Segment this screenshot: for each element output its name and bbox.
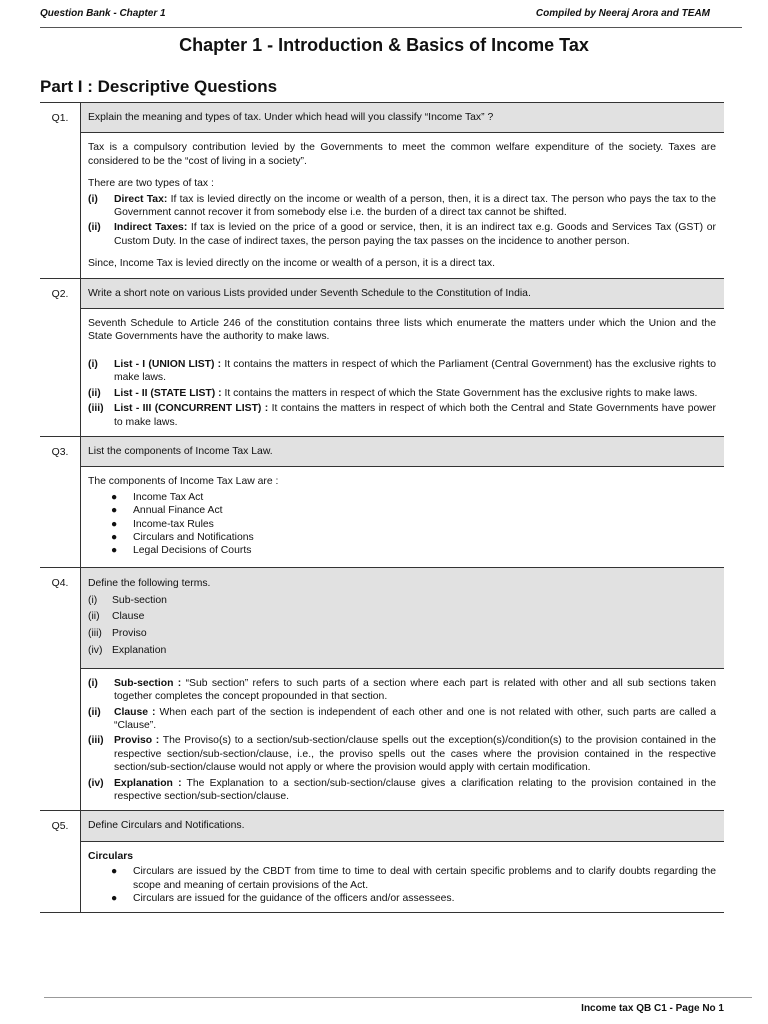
item-text: It contains the matters in respect of which the State Government has the exclusive rights to make laws. [221, 387, 698, 399]
list-item [88, 706, 716, 733]
question-number: Q4. [40, 567, 81, 811]
item-number: (ii) [88, 222, 101, 234]
item-number: (iv) [88, 777, 104, 789]
answer-paragraph: The components of Income Tax Law are : [88, 476, 279, 488]
bullet-item [111, 491, 716, 504]
question-number: Q5. [40, 811, 81, 913]
answer-cell [81, 841, 725, 913]
term-name: Proviso [112, 628, 147, 640]
part-heading: Part I : Descriptive Questions [40, 77, 278, 96]
item-number: (ii) [88, 706, 101, 718]
question-text: Write a short note on various Lists provided under Seventh Schedule to the Constitution of India. [81, 278, 725, 308]
running-header-right: Compiled by Neeraj Arora and TEAM [535, 8, 710, 19]
item-term: Clause : [114, 706, 156, 718]
list-item [88, 221, 716, 248]
question-text: List the components of Income Tax Law. [81, 436, 725, 466]
answer-row [40, 309, 724, 437]
answer-paragraph: Since, Income Tax is levied directly on the income or wealth of a person, it is a direct tax. [88, 258, 495, 270]
bullet-item [111, 504, 716, 517]
item-term: Explanation : [114, 777, 182, 789]
bullet-text: Legal Decisions of Courts [133, 545, 252, 557]
footer-divider [44, 997, 752, 998]
list-item [88, 193, 716, 220]
answer-row [40, 668, 724, 811]
term-name: Clause [112, 611, 145, 623]
item-term: Indirect Taxes: [114, 222, 188, 234]
question-row [40, 103, 724, 133]
bullet-icon: ● [111, 531, 118, 543]
list-item [88, 358, 716, 385]
item-number: (i) [88, 677, 98, 689]
item-term: Sub-section : [114, 677, 182, 689]
item-text: It contains the matters in respect of which both the Central and State Governments have power to make laws. [114, 403, 717, 428]
bullet-icon: ● [111, 518, 118, 530]
item-number: (i) [88, 358, 98, 370]
answer-paragraph: There are two types of tax : [88, 178, 214, 190]
bullet-item [111, 865, 716, 892]
bullet-list [88, 865, 716, 905]
bullet-text: Income Tax Act [133, 491, 204, 503]
item-text: When each part of the section is independent of each other and one is not related with other, such parts are called a “Clause”. [114, 706, 716, 731]
item-term: List - I (UNION LIST) : [114, 358, 222, 370]
bullet-icon: ● [111, 893, 118, 905]
list-item [88, 402, 716, 429]
item-text: It contains the matters in respect of which the Parliament (Central Government) has the exclusive rights to make laws. [114, 358, 716, 384]
bullet-icon: ● [111, 491, 118, 503]
question-number: Q2. [40, 278, 81, 436]
item-term: List - III (CONCURRENT LIST) : [114, 403, 269, 415]
answer-cell [81, 133, 725, 278]
item-text: The Proviso(s) to a section/sub-section/clause spells out the exception(s)/condition(s) to the provision contained in the respective section/sub-section/clause, i.e., the proviso spells out the cases where the provision contained in the respective section/sub-section/clause would not apply or where the provision would apply with certain modification. [114, 735, 716, 774]
bullet-text: Circulars and Notifications [133, 531, 254, 543]
item-term: List - II (STATE LIST) : [114, 387, 222, 399]
item-number: (ii) [88, 387, 101, 399]
answer-cell [81, 309, 725, 437]
item-number: (i) [88, 193, 98, 205]
item-term: Direct Tax: [114, 193, 168, 205]
answer-subheading: Circulars [88, 850, 134, 862]
term-number: (iii) [88, 628, 102, 640]
list-item [88, 734, 716, 774]
item-number: (iii) [88, 735, 104, 747]
term-item [88, 609, 717, 626]
bullet-item [111, 531, 716, 544]
answer-paragraph: Seventh Schedule to Article 246 of the constitution contains three lists which enumerate the matters under which the Union and the State Governments have the authority to make laws. [88, 318, 716, 343]
term-item [88, 626, 717, 643]
list-item [88, 777, 716, 804]
question-text: Explain the meaning and types of tax. Under which head will you classify “Income Tax” ? [81, 103, 725, 133]
bullet-text: Circulars are issued for the guidance of the officers and/or assessees. [133, 893, 455, 905]
header-divider [40, 27, 742, 28]
question-row [40, 811, 724, 841]
term-name: Explanation [112, 644, 167, 656]
answer-cell [81, 467, 725, 567]
item-text: If tax is levied on the price of a good or service, then, it is an indirect tax e.g. Goods and Services Tax (GST) or Custom Duty. In the case of indirect taxes, the person paying the tax passes on the incidence to another person. [114, 222, 716, 247]
question-row [40, 436, 724, 466]
question-number: Q3. [40, 436, 81, 567]
question-row [40, 567, 724, 668]
bullet-text: Annual Finance Act [133, 505, 223, 517]
bullet-icon: ● [111, 505, 118, 517]
item-term: Proviso : [114, 735, 160, 747]
question-text: Define Circulars and Notifications. [81, 811, 725, 841]
item-number: (iii) [88, 403, 104, 415]
question-row [40, 278, 724, 308]
list-item [88, 677, 716, 704]
bullet-icon: ● [111, 866, 118, 878]
bullet-text: Income-tax Rules [133, 518, 214, 530]
bullet-text: Circulars are issued by the CBDT from time to time to deal with certain specific problems and to clarify doubts regarding the scope and meaning of certain provisions of the Act. [133, 866, 716, 891]
bullet-item [111, 892, 716, 905]
term-number: (iv) [88, 644, 103, 656]
answer-row [40, 467, 724, 567]
item-text: The Explanation to a section/sub-section/clause gives a clarification relating to the provision contained in the respective section/sub-section/clause. [114, 777, 716, 802]
bullet-icon: ● [111, 545, 118, 557]
term-item [88, 593, 717, 610]
term-item [88, 643, 717, 660]
chapter-title: Chapter 1 - Introduction & Basics of Income Tax [179, 35, 589, 55]
term-number: (i) [88, 594, 98, 606]
answer-row [40, 841, 724, 913]
answer-cell [81, 668, 725, 811]
term-number: (ii) [88, 611, 100, 623]
question-table [40, 102, 724, 913]
bullet-item [111, 518, 716, 531]
answer-row [40, 133, 724, 278]
item-text: “Sub section” refers to such parts of a section where each part is related with other and all sub sections taken together completes the concept propounded in that section. [114, 677, 717, 703]
bullet-item [111, 544, 716, 557]
question-prompt: Define the following terms. [88, 577, 211, 589]
page-footer: Income tax QB C1 - Page No 1 [581, 1003, 724, 1014]
answer-paragraph: Tax is a compulsory contribution levied by the Governments to meet the common welfare expenditure of the society. Taxes are considered to be the “cost of living in a society”. [88, 142, 716, 167]
item-text: If tax is levied directly on the income or wealth of a person, then, it is a direct tax. The person who pays the tax to the Government cannot recover it from somebody else i.e. the burden of a direct tax cannot be shifted. [114, 193, 716, 219]
question-text [81, 567, 725, 668]
running-header-left: Question Bank - Chapter 1 [40, 8, 166, 19]
bullet-list [88, 491, 716, 558]
question-number: Q1. [40, 103, 81, 279]
list-item [88, 387, 716, 400]
term-name: Sub-section [112, 594, 167, 606]
